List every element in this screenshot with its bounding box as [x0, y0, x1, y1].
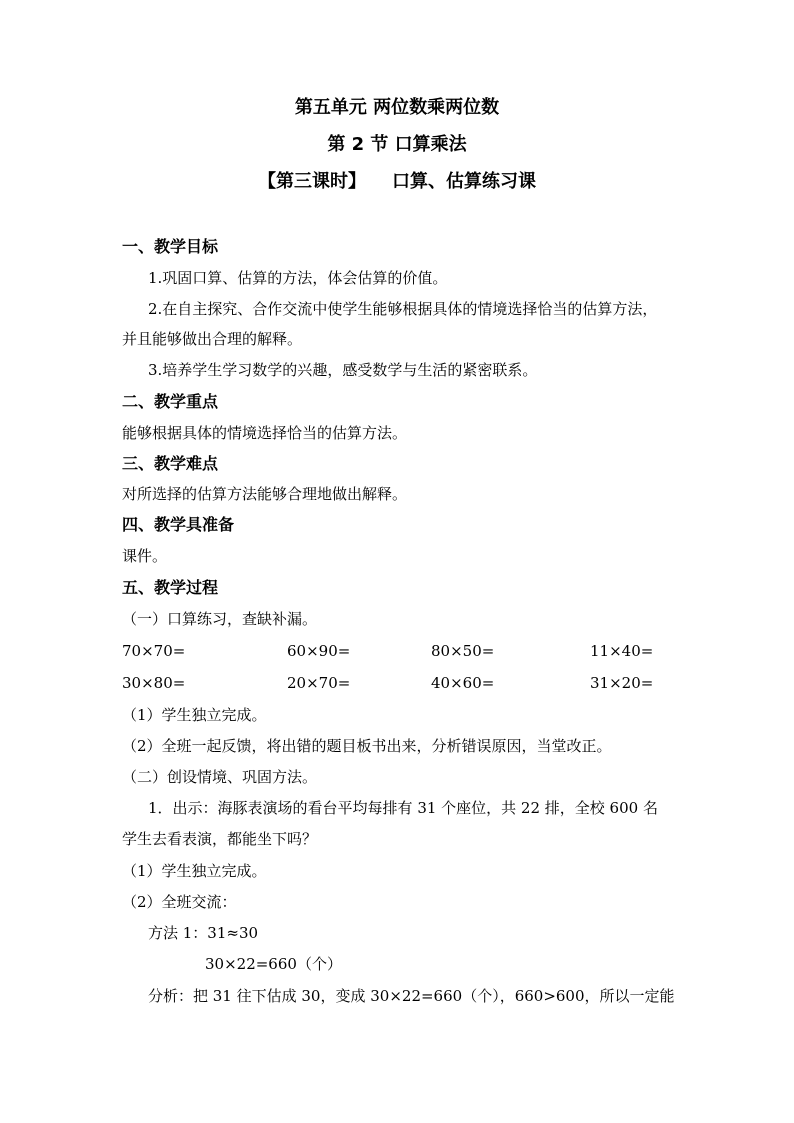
objective-1: 1.巩固口算、估算的方法，体会估算的价值。 — [148, 269, 448, 287]
heading-difficulties: 三、教学难点 — [122, 454, 219, 473]
calc-item: 40×60= — [431, 674, 495, 692]
objective-3: 3.培养学生学习数学的兴趣，感受数学与生活的紧密联系。 — [148, 361, 538, 379]
question-1-step-2: （2）全班交流： — [122, 893, 237, 911]
section-title: 第 2 节 口算乘法 — [327, 134, 467, 155]
calc-item: 31×20= — [590, 674, 654, 692]
lesson-title — [0, 170, 794, 194]
difficulties-text: 对所选择的估算方法能够合理地做出解释。 — [122, 485, 408, 503]
calc-item: 60×90= — [287, 642, 351, 660]
heading-key-points: 二、教学重点 — [122, 392, 219, 411]
method-1: 方法 1：31≈30 — [148, 924, 259, 942]
lesson-bracket: 【第三课时】 — [258, 171, 366, 192]
part-1-title: （一）口算练习，查缺补漏。 — [122, 610, 318, 628]
part-2-title: （二）创设情境、巩固方法。 — [122, 768, 318, 786]
heading-materials: 四、教学具准备 — [122, 515, 235, 534]
question-1-line-2: 学生去看表演，都能坐下吗？ — [122, 830, 318, 848]
materials-text: 课件。 — [122, 547, 168, 565]
method-1-calc: 30×22=660（个） — [205, 955, 342, 973]
lesson-name: 口算、估算练习课 — [392, 171, 536, 192]
unit-title: 第五单元 两位数乘两位数 — [294, 97, 500, 118]
calc-item: 80×50= — [431, 642, 495, 660]
heading-process: 五、教学过程 — [122, 578, 219, 597]
question-1-step-1: （1）学生独立完成。 — [122, 862, 267, 880]
objective-2-line-1: 2.在自主探究、合作交流中使学生能够根据具体的情境选择恰当的估算方法， — [148, 300, 658, 318]
calc-item: 20×70= — [287, 674, 351, 692]
calc-item: 30×80= — [122, 674, 186, 692]
analysis-text: 分析：把 31 往下估成 30，变成 30×22=660（个），660>600，所以一定能 — [148, 987, 675, 1005]
step-1: （1）学生独立完成。 — [122, 706, 267, 724]
step-2: （2）全班一起反馈，将出错的题目板书出来，分析错误原因，当堂改正。 — [122, 737, 612, 755]
question-1-line-1: 1．出示：海豚表演场的看台平均每排有 31 个座位，共 22 排，全校 600 名 — [148, 799, 658, 817]
objective-2-line-2: 并且能够做出合理的解释。 — [122, 330, 303, 348]
key-points-text: 能够根据具体的情境选择恰当的估算方法。 — [122, 424, 408, 442]
calc-item: 70×70= — [122, 642, 186, 660]
heading-objectives: 一、教学目标 — [122, 237, 219, 256]
calc-item: 11×40= — [590, 642, 654, 660]
